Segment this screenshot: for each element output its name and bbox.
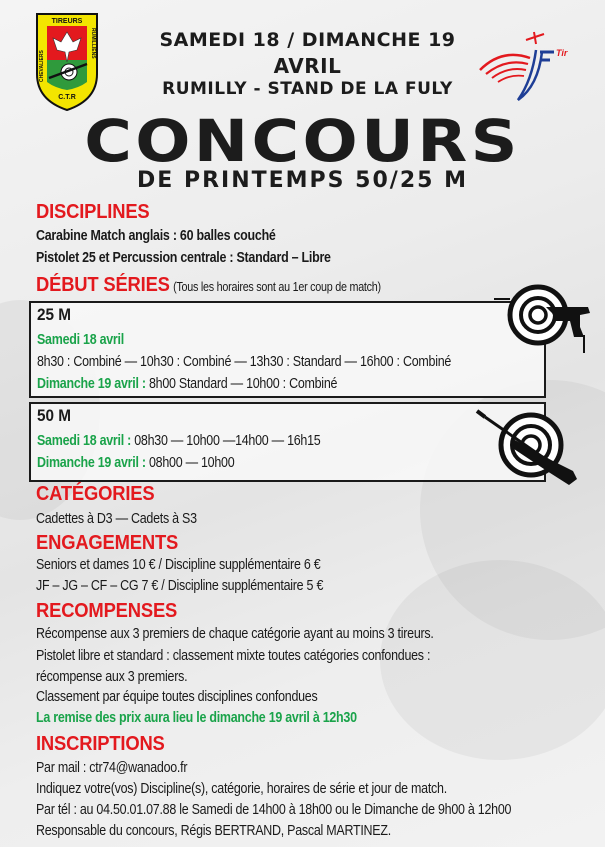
section-title-categories: CATÉGORIES <box>36 483 155 505</box>
day-label: Dimanche 19 avril : <box>37 455 146 471</box>
distance-label: 50 M <box>37 406 72 425</box>
discipline-line: Pistolet 25 et Percussion centrale : Standard – Libre <box>36 250 331 266</box>
day-label: Samedi 18 avril <box>37 332 124 348</box>
reward-line: récompense aux 3 premiers. <box>36 669 188 685</box>
inscription-contacts: Responsable du concours, Régis BERTRAND, Pascal MARTINEZ. <box>36 823 391 839</box>
distance-label: 25 M <box>37 305 72 324</box>
reward-line: Pistolet libre et standard : classement mixte toutes catégories confondues : <box>36 648 431 664</box>
day-label: Samedi 18 avril : <box>37 433 132 449</box>
target-rifle-icon <box>473 405 583 487</box>
discipline-line: Carabine Match anglais : 60 balles couché <box>36 228 276 244</box>
series-title: DÉBUT SÉRIES <box>36 274 170 296</box>
schedule-line <box>37 433 320 449</box>
svg-text:Tir: Tir <box>556 48 568 58</box>
fee-line: JF – JG – CF – CG 7 € / Discipline supplémentaire 5 € <box>36 578 324 594</box>
event-month: AVRIL <box>273 54 342 78</box>
schedule-box-50m <box>29 402 546 482</box>
fee-line: Seniors et dames 10 € / Discipline supplémentaire 6 € <box>36 557 321 573</box>
svg-text:CHEVALIERS: CHEVALIERS <box>39 50 45 82</box>
section-title-series <box>36 274 404 297</box>
schedule-times: 8h30 : Combiné — 10h30 : Combiné — 13h30 : Standard — 16h00 : Combiné <box>37 354 452 370</box>
schedule-times: 8h00 Standard — 10h00 : Combiné <box>145 376 338 392</box>
day-label: Dimanche 19 avril : <box>37 376 146 392</box>
inscription-phone: Par tél : au 04.50.01.07.88 le Samedi de 14h00 à 18h00 ou le Dimanche de 9h00 à 12h00 <box>36 802 512 818</box>
target-pistol-icon <box>494 275 594 353</box>
event-dates: SAMEDI 18 / DIMANCHE 19 <box>159 29 456 51</box>
svg-text:TIREURS: TIREURS <box>51 18 83 25</box>
svg-text:RUMILLIENS: RUMILLIENS <box>90 28 96 59</box>
schedule-times: 08h00 — 10h00 <box>145 455 235 471</box>
svg-text:C.T.R: C.T.R <box>58 94 76 101</box>
inscription-email[interactable]: Par mail : ctr74@wanadoo.fr <box>36 760 188 776</box>
schedule-box-25m <box>29 301 546 398</box>
page-title: CONCOURS <box>84 107 521 175</box>
series-note: (Tous les horaires sont au 1er coup de match) <box>173 279 382 294</box>
section-title-disciplines: DISCIPLINES <box>36 201 150 223</box>
ceremony-highlight: La remise des prix aura lieu le dimanche 19 avril à 12h30 <box>36 710 357 726</box>
section-title-inscriptions: INSCRIPTIONS <box>36 733 165 755</box>
reward-line: Classement par équipe toutes disciplines confondues <box>36 689 318 705</box>
schedule-line <box>37 376 337 392</box>
inscription-line: Indiquez votre(vos) Discipline(s), catégorie, horaires de série et jour de match. <box>36 781 447 797</box>
reward-line: Récompense aux 3 premiers de chaque catégorie ayant au moins 3 tireurs. <box>36 626 434 642</box>
page-subtitle: DE PRINTEMPS 50/25 M <box>137 168 468 193</box>
schedule-line <box>37 455 234 471</box>
section-title-engagements: ENGAGEMENTS <box>36 532 179 554</box>
schedule-times: 08h30 — 10h00 —14h00 — 16h15 <box>131 433 321 449</box>
section-title-recompenses: RECOMPENSES <box>36 600 178 622</box>
category-line: Cadettes à D3 — Cadets à S3 <box>36 511 197 527</box>
event-location: RUMILLY - STAND DE LA FULY <box>162 79 453 99</box>
